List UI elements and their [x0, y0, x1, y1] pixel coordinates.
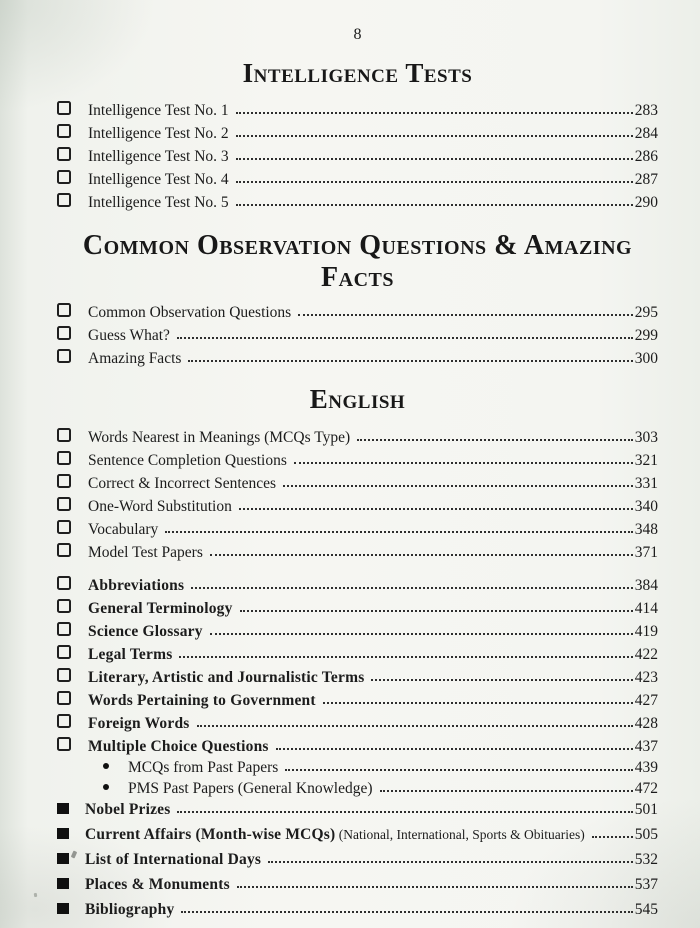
toc-page-number: 414 — [634, 600, 658, 618]
toc-page-number: 419 — [634, 623, 658, 641]
toc-page-number: 287 — [634, 171, 658, 189]
toc-item-label: Words Nearest in Meanings (MCQs Type) — [88, 429, 351, 447]
dot-bullet-icon — [103, 763, 109, 769]
square-outline-bullet-icon — [57, 543, 71, 557]
dot-leader — [371, 679, 632, 681]
dot-leader — [276, 748, 633, 750]
dot-leader — [239, 508, 633, 510]
toc-list-common-observation — [57, 303, 658, 366]
square-filled-bullet-icon — [57, 878, 69, 889]
dot-leader — [177, 811, 632, 813]
dot-leader — [268, 861, 633, 863]
toc-row — [57, 877, 658, 892]
toc-item-label: Intelligence Test No. 3 — [88, 148, 229, 166]
dot-leader — [191, 587, 633, 589]
dot-leader — [294, 462, 633, 464]
toc-page-number: 331 — [634, 475, 658, 493]
square-outline-bullet-icon — [57, 170, 71, 184]
dot-leader — [210, 633, 633, 635]
dot-bullet-icon — [103, 784, 109, 790]
square-outline-bullet-icon — [57, 303, 71, 317]
section-title-english: English — [309, 384, 406, 415]
dot-leader — [236, 158, 633, 160]
square-filled-bullet-icon — [57, 853, 69, 864]
toc-item-label: One-Word Substitution — [88, 498, 232, 516]
toc-page-number: 290 — [634, 194, 658, 212]
toc-item-label: General Terminology — [88, 600, 233, 618]
ink-smudge — [120, 908, 127, 910]
dot-leader — [236, 135, 633, 137]
toc-page-number: 439 — [634, 759, 658, 777]
toc-row — [57, 802, 658, 817]
square-filled-bullet-icon — [57, 828, 69, 839]
toc-row — [57, 737, 658, 754]
toc-item-label: Intelligence Test No. 5 — [88, 194, 229, 212]
square-outline-bullet-icon — [57, 147, 71, 161]
toc-row — [57, 691, 658, 708]
square-outline-bullet-icon — [57, 691, 71, 705]
toc-page-number: 348 — [634, 521, 658, 539]
square-outline-bullet-icon — [57, 474, 71, 488]
toc-item-label: List of International Days — [85, 851, 262, 869]
toc-page-number: 422 — [634, 646, 658, 664]
toc-row — [57, 781, 658, 796]
toc-row — [57, 170, 658, 187]
page-number: 8 — [353, 26, 362, 43]
square-outline-bullet-icon — [57, 326, 71, 340]
dot-leader — [177, 337, 633, 339]
toc-page-number: 537 — [634, 876, 658, 894]
toc-row — [57, 303, 658, 320]
toc-page-number: 300 — [634, 350, 658, 368]
toc-row — [57, 497, 658, 514]
toc-list-english — [57, 428, 658, 917]
toc-item-label: Abbreviations — [88, 577, 185, 595]
toc-row — [57, 451, 658, 468]
toc-item-label: Literary, Artistic and Journalistic Terms — [88, 669, 365, 687]
toc-item-label: Nobel Prizes — [85, 801, 171, 819]
dot-leader — [285, 769, 632, 771]
toc-page-number: 371 — [634, 544, 658, 562]
toc-row — [57, 326, 658, 343]
dot-leader — [236, 181, 633, 183]
toc-page-number: 428 — [634, 715, 658, 733]
section-title-intelligence-tests: Intelligence Tests — [242, 58, 473, 88]
toc-item-label: Bibliography — [85, 901, 175, 919]
toc-item-label: Correct & Incorrect Sentences — [88, 475, 277, 493]
toc-row — [57, 101, 658, 118]
toc-row — [57, 124, 658, 141]
toc-page-number: 427 — [634, 692, 658, 710]
toc-item-label: Model Test Papers — [88, 544, 203, 562]
toc-page-number: 283 — [634, 102, 658, 120]
dot-leader — [240, 610, 633, 612]
toc-item-label: Guess What? — [88, 327, 170, 345]
toc-row — [57, 474, 658, 491]
dot-leader — [283, 485, 633, 487]
toc-page-number: 532 — [634, 851, 658, 869]
toc-item-label: Intelligence Test No. 1 — [88, 102, 229, 120]
square-outline-bullet-icon — [57, 451, 71, 465]
toc-row — [57, 827, 658, 842]
section-intelligence-tests — [57, 58, 658, 210]
square-outline-bullet-icon — [57, 497, 71, 511]
square-outline-bullet-icon — [57, 193, 71, 207]
toc-page-number: 384 — [634, 577, 658, 595]
square-outline-bullet-icon — [57, 428, 71, 442]
section-english — [57, 384, 658, 917]
toc-item-label: MCQs from Past Papers — [128, 759, 279, 777]
dot-leader — [165, 531, 632, 533]
dot-leader — [210, 554, 633, 556]
toc-item-label: Science Glossary — [88, 623, 203, 641]
toc-page-number: 321 — [634, 452, 658, 470]
toc-item-label: Places & Monuments — [85, 876, 230, 894]
toc-page-number: 303 — [634, 429, 658, 447]
toc-page-number: 501 — [634, 801, 658, 819]
square-outline-bullet-icon — [57, 668, 71, 682]
square-outline-bullet-icon — [57, 576, 71, 590]
dot-leader — [179, 656, 632, 658]
toc-row — [57, 576, 658, 593]
square-outline-bullet-icon — [57, 101, 71, 115]
toc-page-number: 295 — [634, 304, 658, 322]
toc-row — [57, 622, 658, 639]
square-outline-bullet-icon — [57, 622, 71, 636]
dot-leader — [323, 702, 633, 704]
square-outline-bullet-icon — [57, 349, 71, 363]
square-outline-bullet-icon — [57, 737, 71, 751]
toc-row — [57, 349, 658, 366]
toc-row — [57, 147, 658, 164]
toc-list-intelligence-tests — [57, 101, 658, 210]
section-common-observation — [57, 230, 658, 366]
toc-item-label: Amazing Facts — [88, 350, 182, 368]
toc-row — [57, 645, 658, 662]
dot-leader — [188, 360, 632, 362]
toc-row — [57, 902, 658, 917]
square-outline-bullet-icon — [57, 645, 71, 659]
toc-item-label: Common Observation Questions — [88, 304, 292, 322]
square-filled-bullet-icon — [57, 803, 69, 814]
toc-page-number: 299 — [634, 327, 658, 345]
toc-item-label: Vocabulary — [88, 521, 159, 539]
ink-smudge — [34, 893, 38, 897]
toc-page-number: 284 — [634, 125, 658, 143]
toc-item-label: PMS Past Papers (General Knowledge) — [128, 780, 373, 798]
toc-page-number: 437 — [634, 738, 658, 756]
dot-leader — [236, 112, 633, 114]
square-outline-bullet-icon — [57, 124, 71, 138]
toc-row — [57, 428, 658, 445]
square-outline-bullet-icon — [57, 520, 71, 534]
toc-page-number: 423 — [634, 669, 658, 687]
dot-leader — [197, 725, 633, 727]
toc-row — [57, 714, 658, 731]
toc-page-number: 505 — [634, 826, 658, 844]
dot-leader — [236, 204, 633, 206]
toc-item-label: Multiple Choice Questions — [88, 738, 269, 756]
dot-leader — [380, 790, 633, 792]
toc-item-label-suffix: (National, International, Sports & Obituaries) — [335, 827, 585, 843]
toc-row — [57, 193, 658, 210]
dot-leader — [237, 886, 633, 888]
toc-row — [57, 760, 658, 775]
square-outline-bullet-icon — [57, 714, 71, 728]
toc-page-number: 545 — [634, 901, 658, 919]
square-filled-bullet-icon — [57, 903, 69, 914]
toc-item-label: Intelligence Test No. 2 — [88, 125, 229, 143]
toc-page-number: 472 — [634, 780, 658, 798]
toc-page-number: 340 — [634, 498, 658, 516]
toc-item-label: Legal Terms — [88, 646, 173, 664]
toc-item-label: Current Affairs (Month-wise MCQs) (National, International, Sports & Obituaries) — [85, 826, 585, 844]
dot-leader — [592, 836, 633, 838]
dot-leader — [181, 911, 632, 913]
dot-leader — [298, 314, 633, 316]
toc-row — [57, 520, 658, 537]
toc-page-number: 286 — [634, 148, 658, 166]
toc-row — [57, 852, 658, 867]
dot-leader — [357, 439, 633, 441]
toc-row — [57, 543, 658, 560]
section-title-common-observation: Common Observation Questions & Amazing Facts — [82, 230, 633, 294]
toc-item-label: Words Pertaining to Government — [88, 692, 316, 710]
toc-item-label: Intelligence Test No. 4 — [88, 171, 229, 189]
toc-item-label: Sentence Completion Questions — [88, 452, 287, 470]
square-outline-bullet-icon — [57, 599, 71, 613]
toc-row — [57, 668, 658, 685]
toc-row — [57, 599, 658, 616]
toc-item-label: Foreign Words — [88, 715, 190, 733]
